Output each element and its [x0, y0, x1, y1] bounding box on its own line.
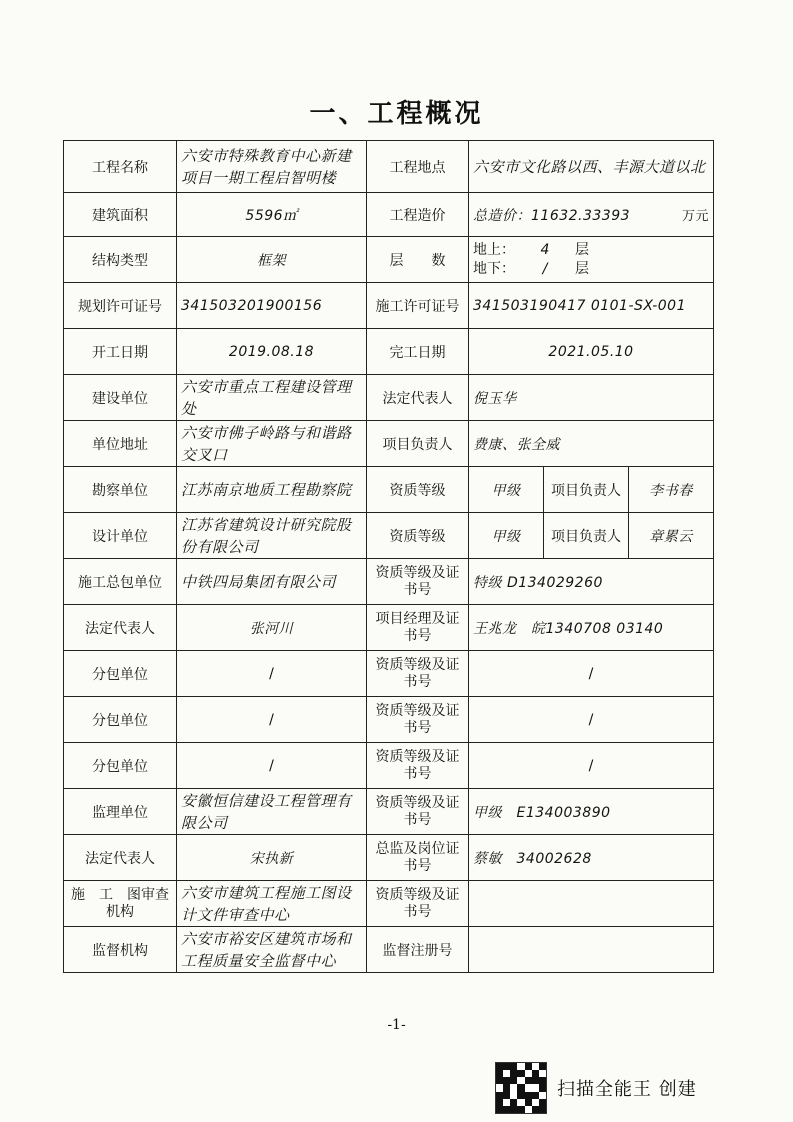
value-survey-unit: 江苏南京地质工程勘察院: [177, 467, 367, 513]
value-supervision-qualification: 甲级 E134003890: [469, 789, 714, 835]
row-area: [64, 193, 714, 237]
value-supervision-legal-rep: 宋执新: [177, 835, 367, 881]
label-subcontractor-1-qualification: 资质等级及证书号: [367, 651, 469, 697]
row-address: [64, 421, 714, 467]
label-drawing-review: 施 工 图审查机构: [64, 881, 177, 927]
scanner-watermark-text: 扫描全能王 创建: [557, 1079, 697, 1100]
label-project-lead: 项目负责人: [367, 421, 469, 467]
label-builder: 建设单位: [64, 375, 177, 421]
label-survey-unit: 勘察单位: [64, 467, 177, 513]
label-subcontractor-2-qualification: 资质等级及证书号: [367, 697, 469, 743]
value-design-unit: 江苏省建筑设计研究院股份有限公司: [177, 513, 367, 559]
floors-above-label: 地上：: [473, 241, 515, 258]
label-survey-lead: 项目负责人: [544, 467, 629, 513]
label-supervision-legal-rep: 法定代表人: [64, 835, 177, 881]
value-subcontractor-2: /: [177, 697, 367, 743]
value-subcontractor-3: /: [177, 743, 367, 789]
row-planning: [64, 283, 714, 329]
label-project-name: 工程名称: [64, 141, 177, 193]
label-chief-supervisor: 总监及岗位证书号: [367, 835, 469, 881]
value-oversight-registration: [469, 927, 714, 973]
value-address: 六安市佛子岭路与和谐路交叉口: [177, 421, 367, 467]
scanner-watermark: [495, 1062, 697, 1114]
value-planning-permit: 341503201900156: [177, 283, 367, 329]
value-builder: 六安市重点工程建设管理处: [177, 375, 367, 421]
value-supervision-unit: 安徽恒信建设工程管理有限公司: [177, 789, 367, 835]
label-contractor: 施工总包单位: [64, 559, 177, 605]
row-subcontractor-1: [64, 651, 714, 697]
row-survey: [64, 467, 714, 513]
label-drawing-review-qualification: 资质等级及证书号: [367, 881, 469, 927]
value-project-location: 六安市文化路以西、丰源大道以北: [469, 141, 714, 193]
label-design-qualification: 资质等级: [367, 513, 469, 559]
value-drawing-review-qualification: [469, 881, 714, 927]
value-building-area: 5596㎡: [177, 193, 367, 237]
label-project-location: 工程地点: [367, 141, 469, 193]
value-contractor: 中铁四局集团有限公司: [177, 559, 367, 605]
floors-above-value: 4: [540, 241, 550, 258]
row-oversight: [64, 927, 714, 973]
label-building-area: 建筑面积: [64, 193, 177, 237]
value-builder-legal-rep: 倪玉华: [469, 375, 714, 421]
value-oversight: 六安市裕安区建筑市场和工程质量安全监督中心: [177, 927, 367, 973]
label-subcontractor-3: 分包单位: [64, 743, 177, 789]
value-chief-supervisor: 蔡敏 34002628: [469, 835, 714, 881]
row-contractor-legal-rep: [64, 605, 714, 651]
label-contractor-qualification: 资质等级及证书号: [367, 559, 469, 605]
value-floors: [469, 237, 714, 283]
value-project-cost-cell: [469, 193, 714, 237]
label-floors: 层 数: [367, 237, 469, 283]
value-project-cost: 总造价：11632.33393: [473, 207, 631, 224]
value-contractor-legal-rep: 张河川: [177, 605, 367, 651]
floors-above-unit: 层: [575, 241, 589, 258]
label-structure-type: 结构类型: [64, 237, 177, 283]
value-project-lead: 费康、张全威: [469, 421, 714, 467]
value-design-lead: 章累云: [629, 513, 714, 559]
value-subcontractor-3-qualification: /: [469, 743, 714, 789]
label-subcontractor-1: 分包单位: [64, 651, 177, 697]
value-survey-lead: 李书春: [629, 467, 714, 513]
floors-below-label: 地下：: [473, 260, 515, 277]
label-supervision-qualification: 资质等级及证书号: [367, 789, 469, 835]
label-project-cost: 工程造价: [367, 193, 469, 237]
page-title: 一、工程概况: [309, 99, 484, 129]
cost-unit: 万元: [682, 208, 710, 224]
label-contractor-legal-rep: 法定代表人: [64, 605, 177, 651]
floors-below-unit: 层: [575, 260, 589, 277]
label-supervision-unit: 监理单位: [64, 789, 177, 835]
row-structure: [64, 237, 714, 283]
row-dates: [64, 329, 714, 375]
label-end-date: 完工日期: [367, 329, 469, 375]
label-planning-permit: 规划许可证号: [64, 283, 177, 329]
value-subcontractor-1-qualification: /: [469, 651, 714, 697]
value-subcontractor-2-qualification: /: [469, 697, 714, 743]
row-drawing-review: [64, 881, 714, 927]
row-design: [64, 513, 714, 559]
label-project-manager: 项目经理及证书号: [367, 605, 469, 651]
value-start-date: 2019.08.18: [177, 329, 367, 375]
row-contractor: [64, 559, 714, 605]
value-drawing-review: 六安市建筑工程施工图设计文件审查中心: [177, 881, 367, 927]
row-subcontractor-3: [64, 743, 714, 789]
value-end-date: 2021.05.10: [469, 329, 714, 375]
row-subcontractor-2: [64, 697, 714, 743]
value-construction-permit: 341503190417 0101-SX-001: [469, 283, 714, 329]
row-supervision: [64, 789, 714, 835]
value-structure-type: 框架: [177, 237, 367, 283]
label-design-unit: 设计单位: [64, 513, 177, 559]
label-oversight: 监督机构: [64, 927, 177, 973]
value-contractor-qualification: 特级 D134029260: [469, 559, 714, 605]
row-builder: [64, 375, 714, 421]
label-oversight-registration: 监督注册号: [367, 927, 469, 973]
label-address: 单位地址: [64, 421, 177, 467]
label-construction-permit: 施工许可证号: [367, 283, 469, 329]
row-project-name: [64, 141, 714, 193]
label-builder-legal-rep: 法定代表人: [367, 375, 469, 421]
value-design-qualification: 甲级: [469, 513, 544, 559]
page-number: -1-: [387, 1017, 406, 1033]
qr-code-icon: [495, 1062, 547, 1114]
label-design-lead: 项目负责人: [544, 513, 629, 559]
label-survey-qualification: 资质等级: [367, 467, 469, 513]
label-subcontractor-3-qualification: 资质等级及证书号: [367, 743, 469, 789]
project-overview-table: [63, 140, 714, 973]
floors-below-value: /: [542, 260, 548, 277]
label-start-date: 开工日期: [64, 329, 177, 375]
value-survey-qualification: 甲级: [469, 467, 544, 513]
value-project-manager: 王兆龙 皖1340708 03140: [469, 605, 714, 651]
label-subcontractor-2: 分包单位: [64, 697, 177, 743]
value-subcontractor-1: /: [177, 651, 367, 697]
row-supervision-legal-rep: [64, 835, 714, 881]
value-project-name: 六安市特殊教育中心新建项目一期工程启智明楼: [177, 141, 367, 193]
